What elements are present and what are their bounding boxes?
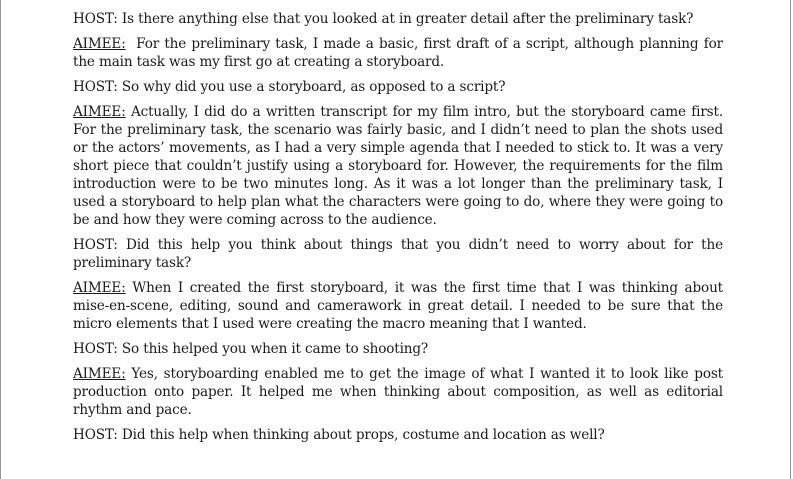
aimee-answer-1	[73, 35, 728, 71]
speaker-label: AIMEE:	[73, 104, 126, 120]
host-question-1	[73, 10, 723, 28]
paragraph-text: For the preliminary task, I made a basic, first draft of a script, although planning for the main task was my first go at creating a storyboard.	[73, 36, 728, 70]
speaker-label: AIMEE:	[73, 366, 126, 382]
paragraph-text: Actually, I did do a written transcript for my film intro, but the storyboard came first. For the preliminary task, the scenario was fairly basic, and I didn’t need to plan the shots used or the actors’ movements, as I had a very simple agenda that I needed to stick to. It was a very short piece that couldn’t justify using a storyboard for. However, the requirements for the film introduction were to be two minutes long. As it was a lot longer than the preliminary task, I used a storyboard to help plan what the characters were going to do, where they were going to be and how they were coming across to the audience.	[73, 104, 723, 228]
paragraph-text: HOST: Did this help you think about things that you didn’t need to worry about for the preliminary task?	[73, 237, 723, 271]
host-question-3	[73, 236, 723, 272]
host-question-5	[73, 426, 723, 444]
paragraph-text: HOST: So this helped you when it came to shooting?	[73, 341, 429, 357]
paragraph-text: HOST: Did this help when thinking about props, costume and location as well?	[73, 427, 605, 443]
aimee-answer-3	[73, 279, 723, 333]
speaker-label: AIMEE:	[73, 36, 126, 52]
host-question-4	[73, 340, 723, 358]
paragraph-text: HOST: So why did you use a storyboard, as opposed to a script?	[73, 79, 506, 95]
speaker-label: AIMEE:	[73, 280, 126, 296]
paragraph-text: HOST: Is there anything else that you looked at in greater detail after the preliminary task?	[73, 11, 694, 27]
transcript-body	[73, 10, 728, 451]
paragraph-text: Yes, storyboarding enabled me to get the image of what I wanted it to look like post production onto paper. It helped me when thinking about composition, as well as editorial rhythm and pace.	[73, 366, 723, 418]
host-question-2	[73, 78, 723, 96]
aimee-answer-4	[73, 365, 723, 419]
paragraph-text: When I created the first storyboard, it was the first time that I was thinking about mise-en-scene, editing, sound and camerawork in great detail. I needed to be sure that the micro elements that I used were creating the macro meaning that I wanted.	[73, 280, 723, 332]
aimee-answer-2	[73, 103, 723, 229]
